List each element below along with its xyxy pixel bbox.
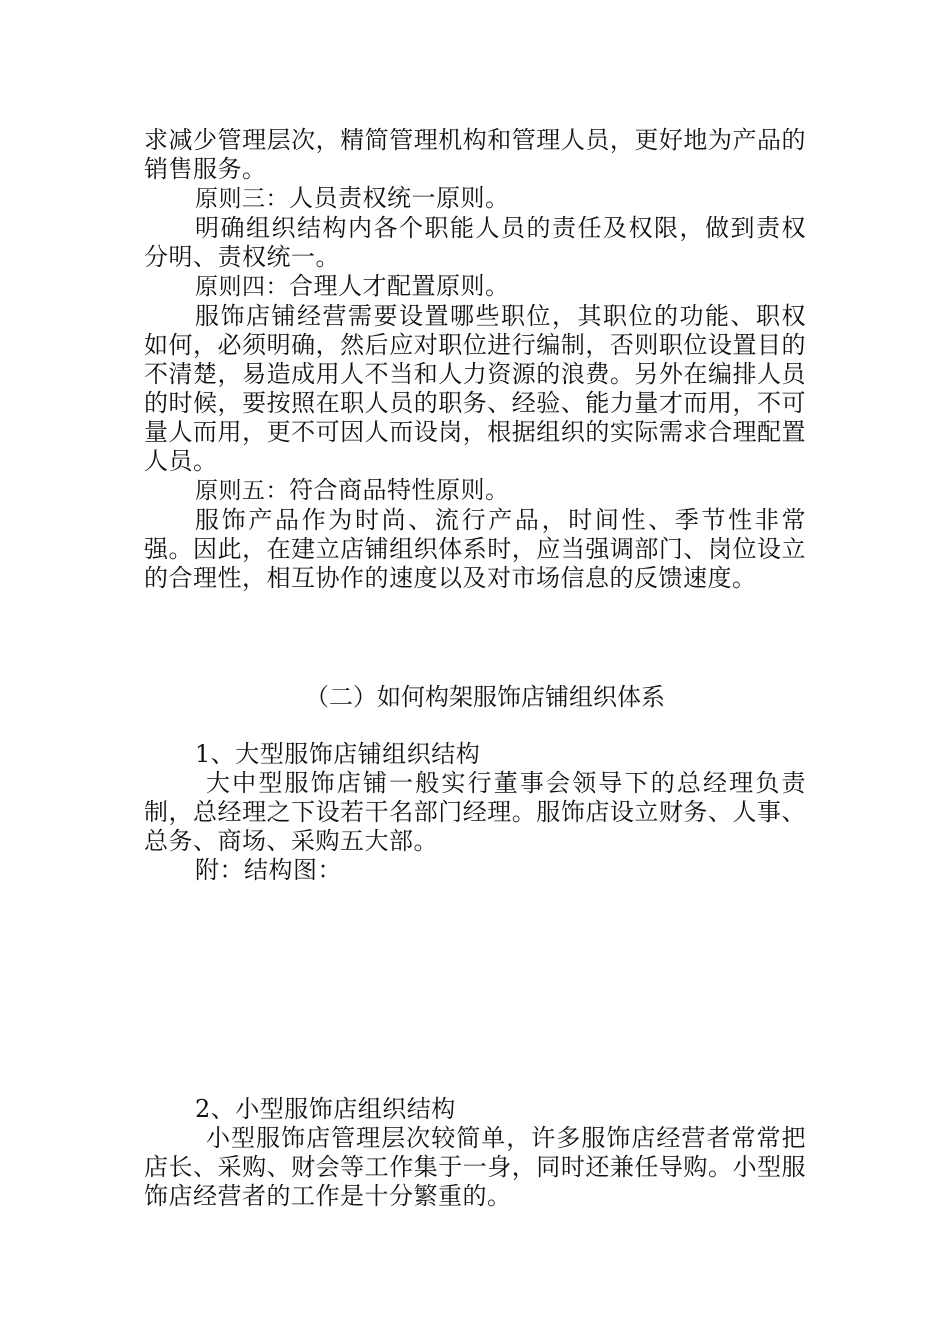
principle-five-title: 符合商品特性原则。 <box>289 476 510 504</box>
large-store-heading: 1、大型服饰店铺组织结构 <box>195 740 481 768</box>
principle-four-body: 服饰店铺经营需要设置哪些职位，其职位的功能、职权如何，必须明确，然后应对职位进行编制，否则职位设置目的不清楚，易造成用人不当和人力资源的浪费。另外在编排人员的时候，要按照在职人员的职务、经验、能力量才而用，不可量人而用，更不可因人而设岗，根据组织的实际需求合理配置人员。 <box>144 302 806 475</box>
principle-four-heading <box>144 272 806 302</box>
large-store-appendix: 附：结构图： <box>195 856 342 884</box>
small-store-body: 小型服饰店管理层次较简单，许多服饰店经营者常常把店长、采购、财会等工作集于一身，同时还兼任导购。小型服饰店经营者的工作是十分繁重的。 <box>144 1124 806 1210</box>
principle-three-body: 明确组织结构内各个职能人员的责任及权限，做到责权分明、责权统一。 <box>144 214 806 271</box>
principle-five-heading <box>144 476 806 506</box>
principle-five-body: 服饰产品作为时尚、流行产品，时间性、季节性非常强。因此，在建立店铺组织体系时，应当强调部门、岗位设立的合理性，相互协作的速度以及对市场信息的反馈速度。 <box>144 506 806 592</box>
principle-four-title: 合理人才配置原则。 <box>289 272 510 300</box>
paragraph-continuation: 求减少管理层次，精简管理机构和管理人员，更好地为产品的销售服务。 <box>144 126 806 183</box>
large-store-body: 大中型服饰店铺一般实行董事会领导下的总经理负责制，总经理之下设若干名部门经理。服饰店设立财务、人事、总务、商场、采购五大部。 <box>144 769 806 855</box>
large-store-block <box>144 740 806 885</box>
principle-three-label: 原则三： <box>195 186 289 212</box>
principle-five-label: 原则五： <box>195 478 289 504</box>
principle-three-heading <box>144 184 806 214</box>
principle-four-label: 原则四： <box>195 274 289 300</box>
small-store-block <box>144 1095 806 1211</box>
structure-diagram-area <box>144 890 806 1080</box>
principle-three-title: 人员责权统一原则。 <box>289 184 510 212</box>
principles-block <box>144 126 806 593</box>
section-title: （二）如何构架服饰店铺组织体系 <box>305 683 665 711</box>
small-store-heading: 2、小型服饰店组织结构 <box>195 1095 456 1123</box>
